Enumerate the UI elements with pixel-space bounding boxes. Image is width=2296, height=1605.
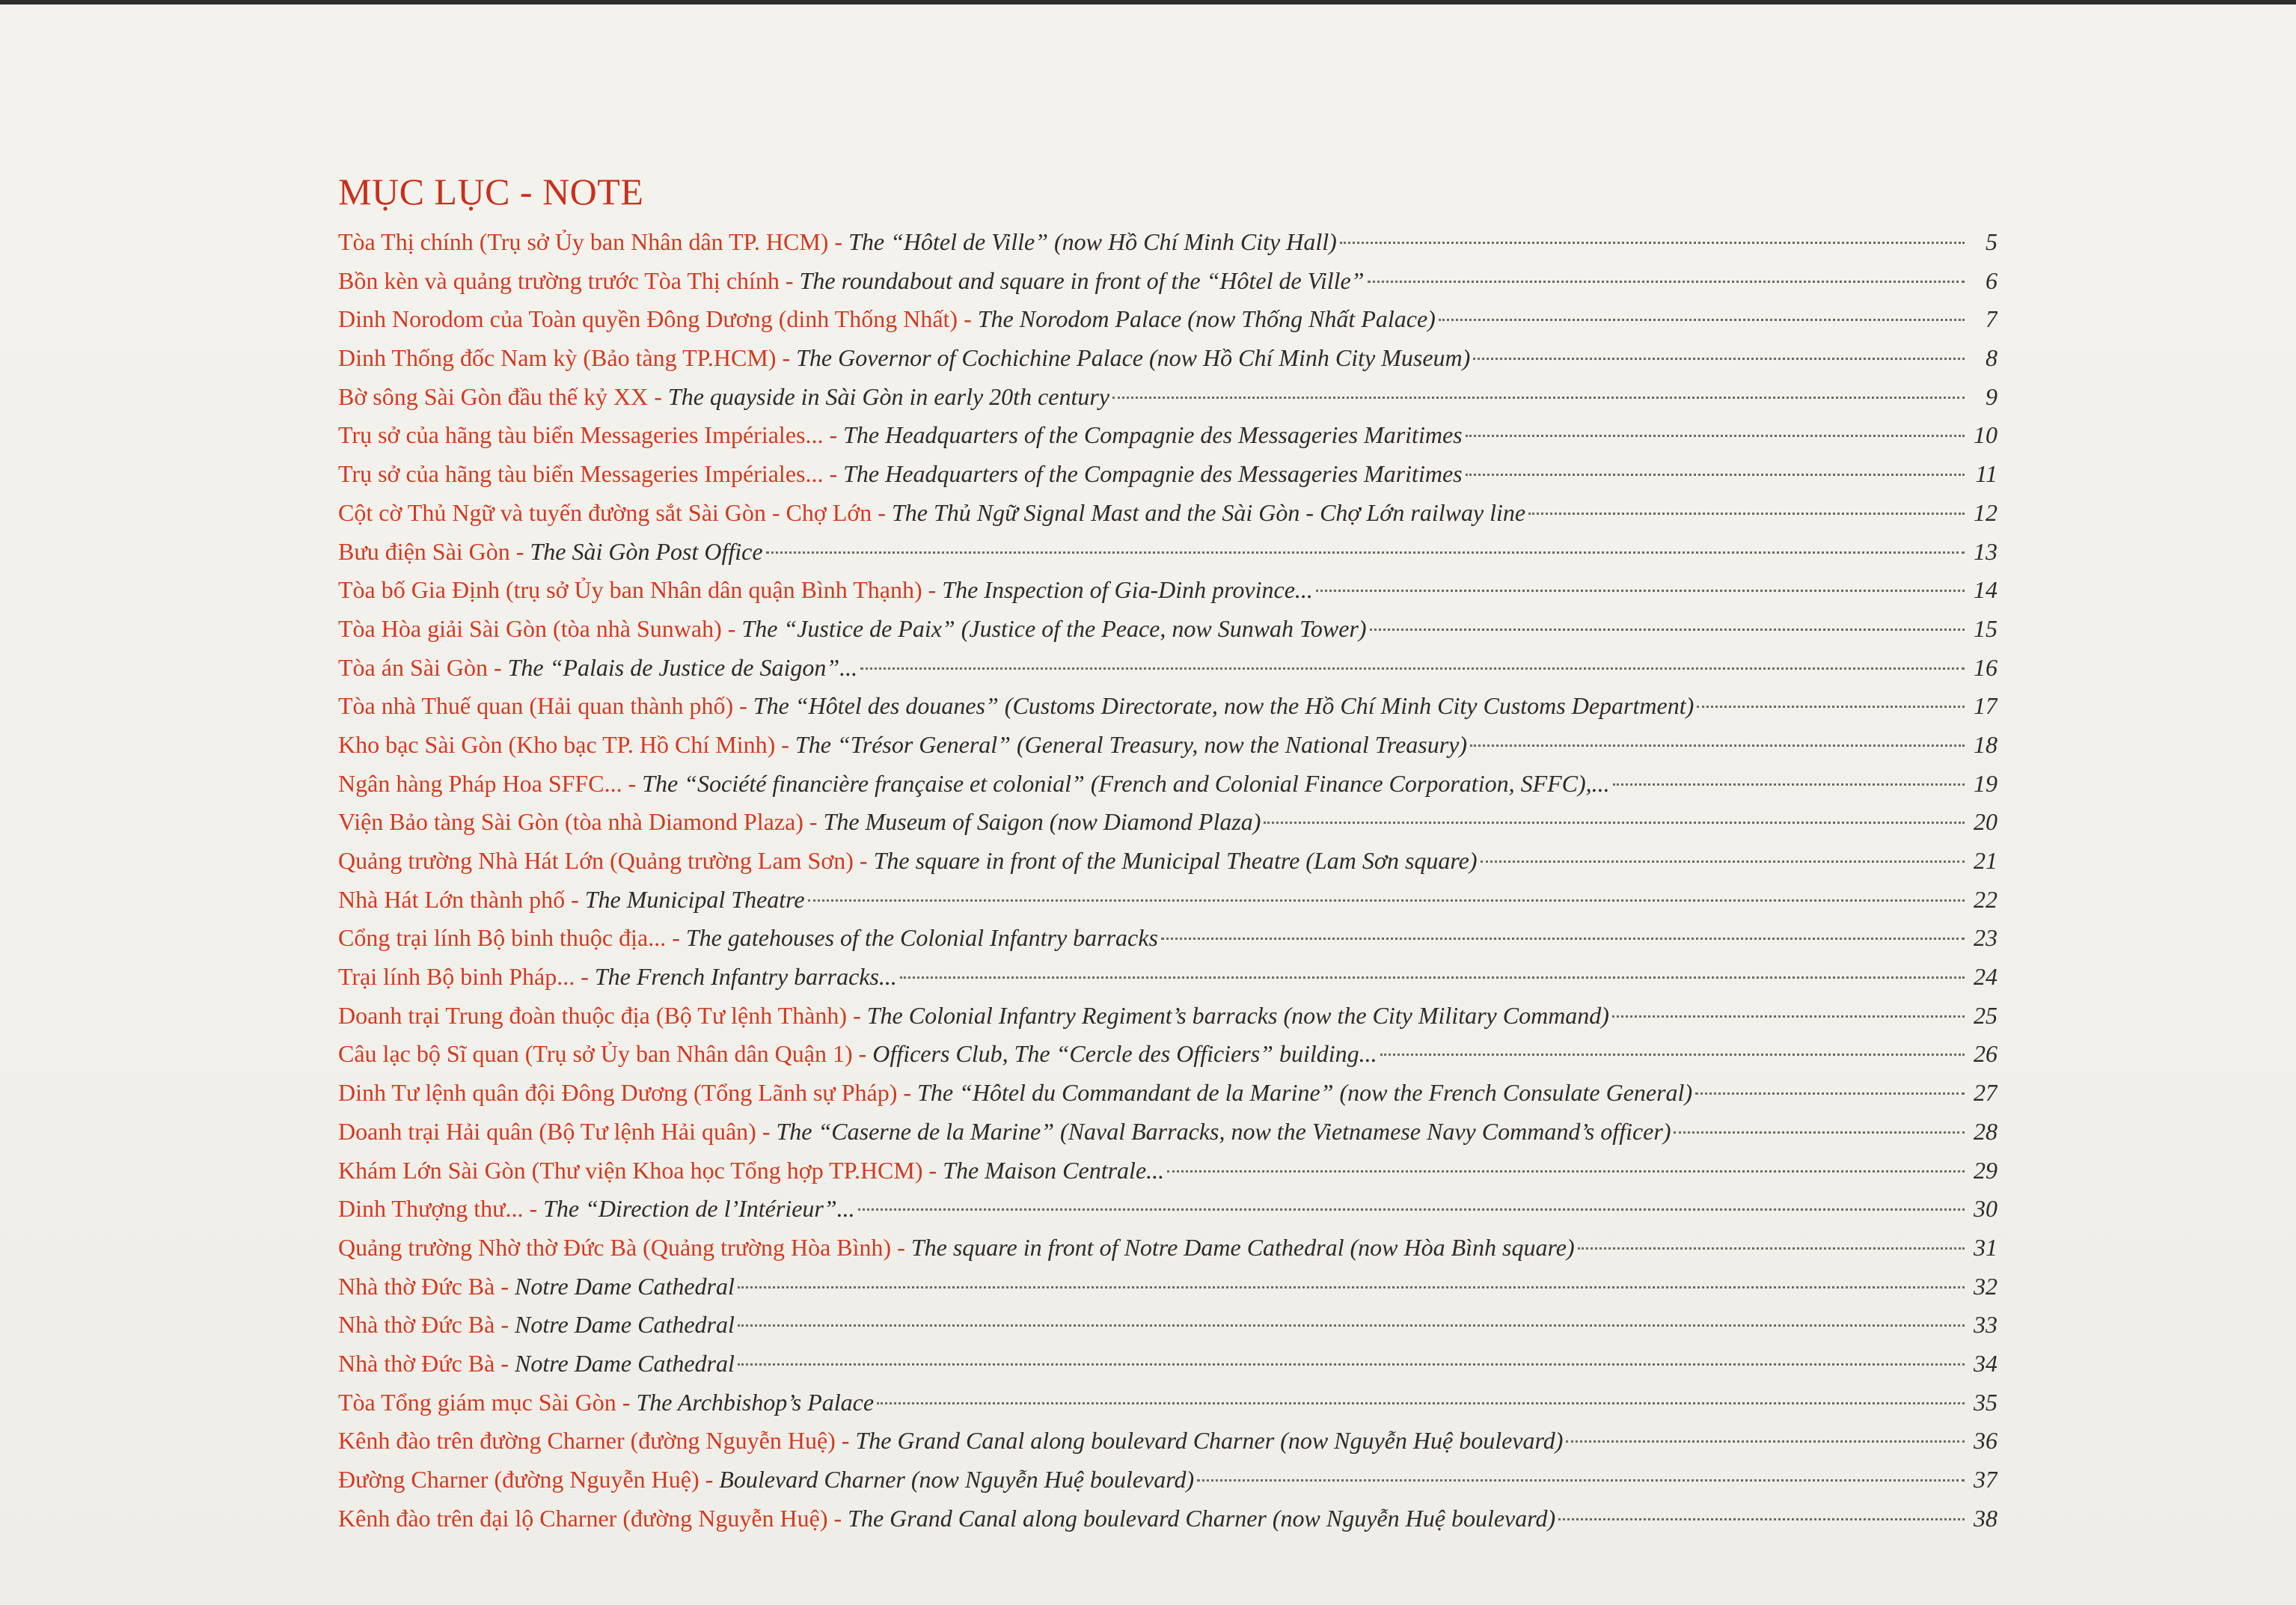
toc-entry-english-title: The “Direction de l’Intérieur”... <box>543 1195 855 1223</box>
toc-entry-dot-leader <box>860 667 1965 670</box>
toc-entry-page-number: 23 <box>1974 924 1997 952</box>
toc-entry-separator: - <box>928 1156 937 1184</box>
toc-entry-dot-leader <box>1466 474 1965 476</box>
toc-entry-page-number: 5 <box>1986 228 1997 255</box>
toc-entry-page-number: 7 <box>1986 305 1997 333</box>
toc-entry-page-number: 11 <box>1975 460 1997 488</box>
toc-entry-page-number: 21 <box>1974 847 1997 874</box>
toc-entry-vietnamese-title: Đường Charner (đường Nguyễn Huệ) <box>338 1466 699 1493</box>
toc-entry-page-number: 13 <box>1974 537 1997 565</box>
toc-entry-dot-leader <box>1161 938 1965 940</box>
toc-entry-dot-leader <box>1370 629 1965 631</box>
toc-entry-page-number: 6 <box>1986 266 1997 294</box>
toc-entry-page-number: 34 <box>1974 1349 1997 1377</box>
toc-entry-page-number: 22 <box>1974 885 1997 913</box>
toc-entry-separator: - <box>493 653 502 681</box>
toc-entry-page-number: 12 <box>1974 498 1997 526</box>
toc-entry-separator: - <box>859 847 868 874</box>
toc-entry-separator: - <box>628 769 637 797</box>
toc-entry-vietnamese-title: Nhà thờ Đức Bà <box>338 1311 495 1339</box>
toc-entry-page-number: 18 <box>1974 730 1997 758</box>
toc-entry-separator: - <box>515 537 524 565</box>
toc-entry-dot-leader <box>1470 745 1965 747</box>
toc-entry-english-title: The “Hôtel du Commandant de la Marine” (now the French Consulate General) <box>917 1079 1693 1107</box>
toc-entry-english-title: Notre Dame Cathedral <box>514 1272 735 1300</box>
toc-entry-english-title: The Grand Canal along boulevard Charner (now Nguyễn Huệ boulevard) <box>855 1427 1564 1455</box>
toc-entry-separator: - <box>622 1388 631 1416</box>
toc-entry-dot-leader <box>900 976 1965 979</box>
toc-entry <box>338 1229 1997 1268</box>
toc-entry-separator: - <box>727 614 736 642</box>
page-top-edge <box>0 0 2296 4</box>
toc-entry-page-number: 26 <box>1974 1040 1997 1068</box>
toc-entry-dot-leader <box>1340 242 1965 244</box>
toc-entry-vietnamese-title: Doanh trại Hải quân (Bộ Tư lệnh Hải quân) <box>338 1117 756 1145</box>
toc-entry <box>338 416 1997 455</box>
toc-entry-separator: - <box>809 808 818 836</box>
toc-entry-separator: - <box>878 498 886 526</box>
toc-entry-separator: - <box>672 924 680 952</box>
toc-entry-separator: - <box>841 1427 850 1455</box>
toc-entry-vietnamese-title: Dinh Thống đốc Nam kỳ (Bảo tàng TP.HCM) <box>338 344 777 372</box>
toc-entry <box>338 997 1997 1036</box>
toc-entry-english-title: The Inspection of Gia-Dinh province... <box>942 576 1313 604</box>
toc-entry-english-title: Officers Club, The “Cercle des Officiers” building... <box>872 1040 1377 1068</box>
toc-entry <box>338 571 1997 610</box>
toc-entry <box>338 1345 1997 1384</box>
toc-list <box>338 223 1997 1538</box>
toc-entry-english-title: The square in front of the Municipal Theatre (Lam Sơn square) <box>873 847 1478 874</box>
toc-entry <box>338 533 1997 572</box>
toc-entry-separator: - <box>581 963 589 991</box>
toc-entry-vietnamese-title: Tòa Hòa giải Sài Gòn (tòa nhà Sunwah) <box>338 614 722 642</box>
toc-entry-page-number: 25 <box>1974 1001 1997 1029</box>
toc-entry-dot-leader <box>1695 1092 1965 1095</box>
toc-entry-dot-leader <box>808 899 1965 902</box>
toc-entry-separator: - <box>829 421 838 449</box>
toc-entry <box>338 223 1997 262</box>
toc-entry-english-title: The Archbishop’s Palace <box>636 1388 875 1416</box>
toc-entry-vietnamese-title: Quảng trường Nhờ thờ Đức Bà (Quảng trường Hòa Bình) <box>338 1233 892 1261</box>
toc-entry-vietnamese-title: Nhà thờ Đức Bà <box>338 1272 495 1300</box>
toc-entry-vietnamese-title: Tòa nhà Thuế quan (Hải quan thành phố) <box>338 692 734 720</box>
toc-entry-english-title: Boulevard Charner (now Nguyễn Huệ boulevard) <box>719 1466 1195 1493</box>
toc-entry <box>338 765 1997 804</box>
toc-entry-separator: - <box>833 1504 842 1532</box>
toc-entry <box>338 1190 1997 1229</box>
toc-entry-page-number: 24 <box>1974 963 1997 991</box>
toc-entry-dot-leader <box>1264 822 1965 824</box>
toc-entry-page-number: 35 <box>1974 1388 1997 1416</box>
toc-entry-vietnamese-title: Bưu điện Sài Gòn <box>338 537 510 565</box>
toc-entry <box>338 300 1997 339</box>
toc-entry-vietnamese-title: Khám Lớn Sài Gòn (Thư viện Khoa học Tổng hợp TP.HCM) <box>338 1156 923 1184</box>
toc-entry-separator: - <box>762 1117 771 1145</box>
toc-entry-vietnamese-title: Kênh đào trên đại lộ Charner (đường Nguyễn Huệ) <box>338 1504 828 1532</box>
toc-entry-english-title: The Museum of Saigon (now Diamond Plaza) <box>823 808 1261 836</box>
toc-entry-english-title: Notre Dame Cathedral <box>514 1349 735 1377</box>
toc-entry-english-title: The quayside in Sài Gòn in early 20th century <box>667 382 1110 410</box>
toc-entry-page-number: 14 <box>1974 576 1997 604</box>
toc-entry-english-title: The “Justice de Paix” (Justice of the Peace, now Sunwah Tower) <box>741 614 1367 642</box>
toc-entry-vietnamese-title: Tòa Tổng giám mục Sài Gòn <box>338 1388 616 1416</box>
toc-entry-separator: - <box>858 1040 867 1068</box>
toc-entry-separator: - <box>964 305 972 333</box>
toc-entry-english-title: The Headquarters of the Compagnie des Messageries Maritimes <box>843 421 1463 449</box>
toc-entry <box>338 1152 1997 1190</box>
toc-entry-english-title: Notre Dame Cathedral <box>514 1311 735 1339</box>
toc-entry-vietnamese-title: Bồn kèn và quảng trường trước Tòa Thị chính <box>338 266 780 294</box>
toc-entry-vietnamese-title: Tòa bố Gia Định (trụ sở Ủy ban Nhân dân quận Bình Thạnh) <box>338 576 922 604</box>
toc-entry-english-title: The Headquarters of the Compagnie des Messageries Maritimes <box>843 460 1463 488</box>
toc-entry-vietnamese-title: Cột cờ Thủ Ngữ và tuyến đường sắt Sài Gòn - Chợ Lớn <box>338 498 872 526</box>
toc-entry-separator: - <box>834 228 843 255</box>
toc-entry-page-number: 19 <box>1974 769 1997 797</box>
toc-entry-page-number: 33 <box>1974 1311 1997 1339</box>
toc-entry-vietnamese-title: Trụ sở của hãng tàu biển Messageries Impériales... <box>338 460 824 488</box>
toc-entry-separator: - <box>785 266 794 294</box>
toc-entry <box>338 803 1997 842</box>
toc-entry <box>338 842 1997 881</box>
toc-entry-vietnamese-title: Kênh đào trên đường Charner (đường Nguyễn Huệ) <box>338 1427 836 1455</box>
toc-entry-vietnamese-title: Bờ sông Sài Gòn đầu thế kỷ XX <box>338 382 649 410</box>
toc-entry <box>338 339 1997 378</box>
toc-entry-english-title: The Municipal Theatre <box>584 885 805 913</box>
toc-entry-dot-leader <box>1112 397 1965 399</box>
toc-entry-dot-leader <box>1473 358 1965 360</box>
toc-entry <box>338 1113 1997 1152</box>
toc-entry <box>338 1074 1997 1113</box>
toc-entry-dot-leader <box>1316 590 1965 592</box>
toc-entry <box>338 1384 1997 1422</box>
toc-entry <box>338 1306 1997 1345</box>
toc-entry-separator: - <box>829 460 838 488</box>
toc-entry-separator: - <box>529 1195 538 1223</box>
toc-entry-english-title: The square in front of Notre Dame Cathedral (now Hòa Bình square) <box>910 1233 1575 1261</box>
toc-entry-page-number: 38 <box>1974 1504 1997 1532</box>
toc-entry-dot-leader <box>1613 783 1965 786</box>
toc-entry-english-title: The “Trésor General” (General Treasury, now the National Treasury) <box>795 730 1468 758</box>
toc-entry-dot-leader <box>1674 1131 1965 1134</box>
toc-entry-english-title: The “Hôtel de Ville” (now Hồ Chí Minh City Hall) <box>848 228 1337 255</box>
toc-entry-vietnamese-title: Doanh trại Trung đoàn thuộc địa (Bộ Tư lệnh Thành) <box>338 1001 848 1029</box>
toc-entry-dot-leader <box>877 1402 1965 1404</box>
toc-entry <box>338 610 1997 649</box>
toc-entry-english-title: The Sài Gòn Post Office <box>530 537 763 565</box>
toc-entry-vietnamese-title: Quảng trường Nhà Hát Lớn (Quảng trường Lam Sơn) <box>338 847 854 874</box>
toc-entry-page-number: 20 <box>1974 808 1997 836</box>
toc-entry-separator: - <box>928 576 937 604</box>
toc-entry-english-title: The French Infantry barracks... <box>594 963 897 991</box>
toc-entry-separator: - <box>500 1349 509 1377</box>
toc-entry <box>338 1422 1997 1461</box>
toc-entry-vietnamese-title: Nhà thờ Đức Bà <box>338 1349 495 1377</box>
toc-entry <box>338 1268 1997 1306</box>
toc-entry-vietnamese-title: Ngân hàng Pháp Hoa SFFC... <box>338 769 622 797</box>
toc-entry-dot-leader <box>1697 706 1965 708</box>
toc-entry <box>338 378 1997 417</box>
toc-entry-english-title: The Colonial Infantry Regiment’s barracks (now the City Military Command) <box>866 1001 1609 1029</box>
toc-entry <box>338 1499 1997 1538</box>
toc-entry <box>338 262 1997 301</box>
toc-entry-separator: - <box>781 730 789 758</box>
toc-entry <box>338 958 1997 997</box>
toc-entry-page-number: 32 <box>1974 1272 1997 1300</box>
toc-entry-page-number: 30 <box>1974 1195 1997 1223</box>
toc-entry-separator: - <box>705 1466 714 1493</box>
toc-entry-page-number: 29 <box>1974 1156 1997 1184</box>
toc-entry-page-number: 9 <box>1986 382 1997 410</box>
toc-entry-english-title: The Governor of Cochichine Palace (now Hồ Chí Minh City Museum) <box>796 344 1471 372</box>
toc-entry-dot-leader <box>1528 513 1965 515</box>
toc-entry-dot-leader <box>1612 1015 1965 1018</box>
toc-entry-dot-leader <box>1578 1247 1965 1250</box>
toc-entry-dot-leader <box>1167 1170 1965 1173</box>
toc-entry <box>338 649 1997 688</box>
toc-entry-separator: - <box>903 1079 912 1107</box>
toc-entry <box>338 1461 1997 1499</box>
toc-entry-page-number: 31 <box>1974 1233 1997 1261</box>
toc-entry-english-title: The “Hôtel des douanes” (Customs Directorate, now the Hồ Chí Minh City Customs Department) <box>753 692 1695 720</box>
toc-entry-dot-leader <box>1439 319 1965 321</box>
toc-entry-dot-leader <box>1558 1518 1965 1520</box>
toc-entry-dot-leader <box>1197 1479 1965 1482</box>
toc-entry-vietnamese-title: Kho bạc Sài Gòn (Kho bạc TP. Hồ Chí Minh) <box>338 730 776 758</box>
toc-entry-vietnamese-title: Nhà Hát Lớn thành phố <box>338 885 566 913</box>
toc-entry-vietnamese-title: Trụ sở của hãng tàu biển Messageries Impériales... <box>338 421 824 449</box>
toc-entry <box>338 1035 1997 1074</box>
toc-entry-english-title: The Maison Centrale... <box>943 1156 1165 1184</box>
toc-entry-english-title: The “Caserne de la Marine” (Naval Barracks, now the Vietnamese Navy Command’s officer) <box>776 1117 1671 1145</box>
toc-entry-vietnamese-title: Dinh Norodom của Toàn quyền Đông Dương (dinh Thống Nhất) <box>338 305 958 333</box>
toc-entry-page-number: 17 <box>1974 692 1997 720</box>
toc-entry-separator: - <box>739 692 747 720</box>
toc-entry-page-number: 36 <box>1974 1427 1997 1455</box>
toc-entry-separator: - <box>500 1311 509 1339</box>
toc-entry-english-title: The “Palais de Justice de Saigon”... <box>507 653 858 681</box>
toc-entry-english-title: The “Société financière française et colonial” (French and Colonial Finance Corporation, SFFC),... <box>642 769 1610 797</box>
toc-entry-page-number: 15 <box>1974 614 1997 642</box>
toc-entry-separator: - <box>897 1233 905 1261</box>
toc-entry <box>338 881 1997 920</box>
toc-entry-english-title: The roundabout and square in front of the “Hôtel de Ville” <box>799 266 1365 294</box>
toc-entry-separator: - <box>654 382 662 410</box>
table-of-contents <box>338 165 1997 1538</box>
toc-entry-dot-leader <box>1566 1440 1965 1443</box>
toc-entry-separator: - <box>500 1272 509 1300</box>
toc-entry-vietnamese-title: Trại lính Bộ binh Pháp... <box>338 963 575 991</box>
toc-entry-dot-leader <box>858 1208 1965 1211</box>
toc-entry-english-title: The Norodom Palace (now Thống Nhất Palace) <box>977 305 1436 333</box>
toc-entry-separator: - <box>571 885 579 913</box>
toc-entry-english-title: The gatehouses of the Colonial Infantry barracks <box>685 924 1158 952</box>
toc-entry-dot-leader <box>738 1286 1965 1288</box>
toc-entry-page-number: 27 <box>1974 1079 1997 1107</box>
toc-entry-page-number: 10 <box>1974 421 1997 449</box>
toc-entry-dot-leader <box>1380 1054 1965 1056</box>
toc-entry-dot-leader <box>1481 860 1965 863</box>
toc-entry-dot-leader <box>738 1324 1965 1327</box>
toc-entry-vietnamese-title: Tòa án Sài Gòn <box>338 653 488 681</box>
toc-entry <box>338 726 1997 765</box>
toc-entry-dot-leader <box>738 1363 1965 1366</box>
toc-entry-english-title: The Grand Canal along boulevard Charner (now Nguyễn Huệ boulevard) <box>848 1504 1556 1532</box>
toc-entry-separator: - <box>782 344 791 372</box>
toc-entry-page-number: 37 <box>1974 1466 1997 1493</box>
toc-entry-separator: - <box>853 1001 861 1029</box>
toc-entry-vietnamese-title: Cổng trại lính Bộ binh thuộc địa... <box>338 924 667 952</box>
toc-entry-vietnamese-title: Dinh Thượng thư... <box>338 1195 524 1223</box>
toc-entry-dot-leader <box>1466 435 1965 437</box>
toc-entry <box>338 455 1997 494</box>
toc-entry-dot-leader <box>1368 281 1965 283</box>
toc-entry-vietnamese-title: Dinh Tư lệnh quân đội Đông Dương (Tổng Lãnh sự Pháp) <box>338 1079 898 1107</box>
toc-entry <box>338 687 1997 726</box>
toc-entry-vietnamese-title: Viện Bảo tàng Sài Gòn (tòa nhà Diamond Plaza) <box>338 808 803 836</box>
toc-entry-vietnamese-title: Tòa Thị chính (Trụ sở Ủy ban Nhân dân TP. HCM) <box>338 228 829 255</box>
toc-entry-english-title: The Thủ Ngữ Signal Mast and the Sài Gòn - Chợ Lớn railway line <box>891 498 1526 526</box>
toc-title: MỤC LỤC - NOTE <box>338 171 644 213</box>
toc-entry-page-number: 16 <box>1974 653 1997 681</box>
toc-entry-page-number: 28 <box>1974 1117 1997 1145</box>
toc-entry-page-number: 8 <box>1986 344 1997 372</box>
toc-entry <box>338 919 1997 958</box>
toc-entry-vietnamese-title: Câu lạc bộ Sĩ quan (Trụ sở Ủy ban Nhân dân Quận 1) <box>338 1040 853 1068</box>
toc-entry <box>338 494 1997 533</box>
toc-entry-dot-leader <box>766 551 1965 554</box>
